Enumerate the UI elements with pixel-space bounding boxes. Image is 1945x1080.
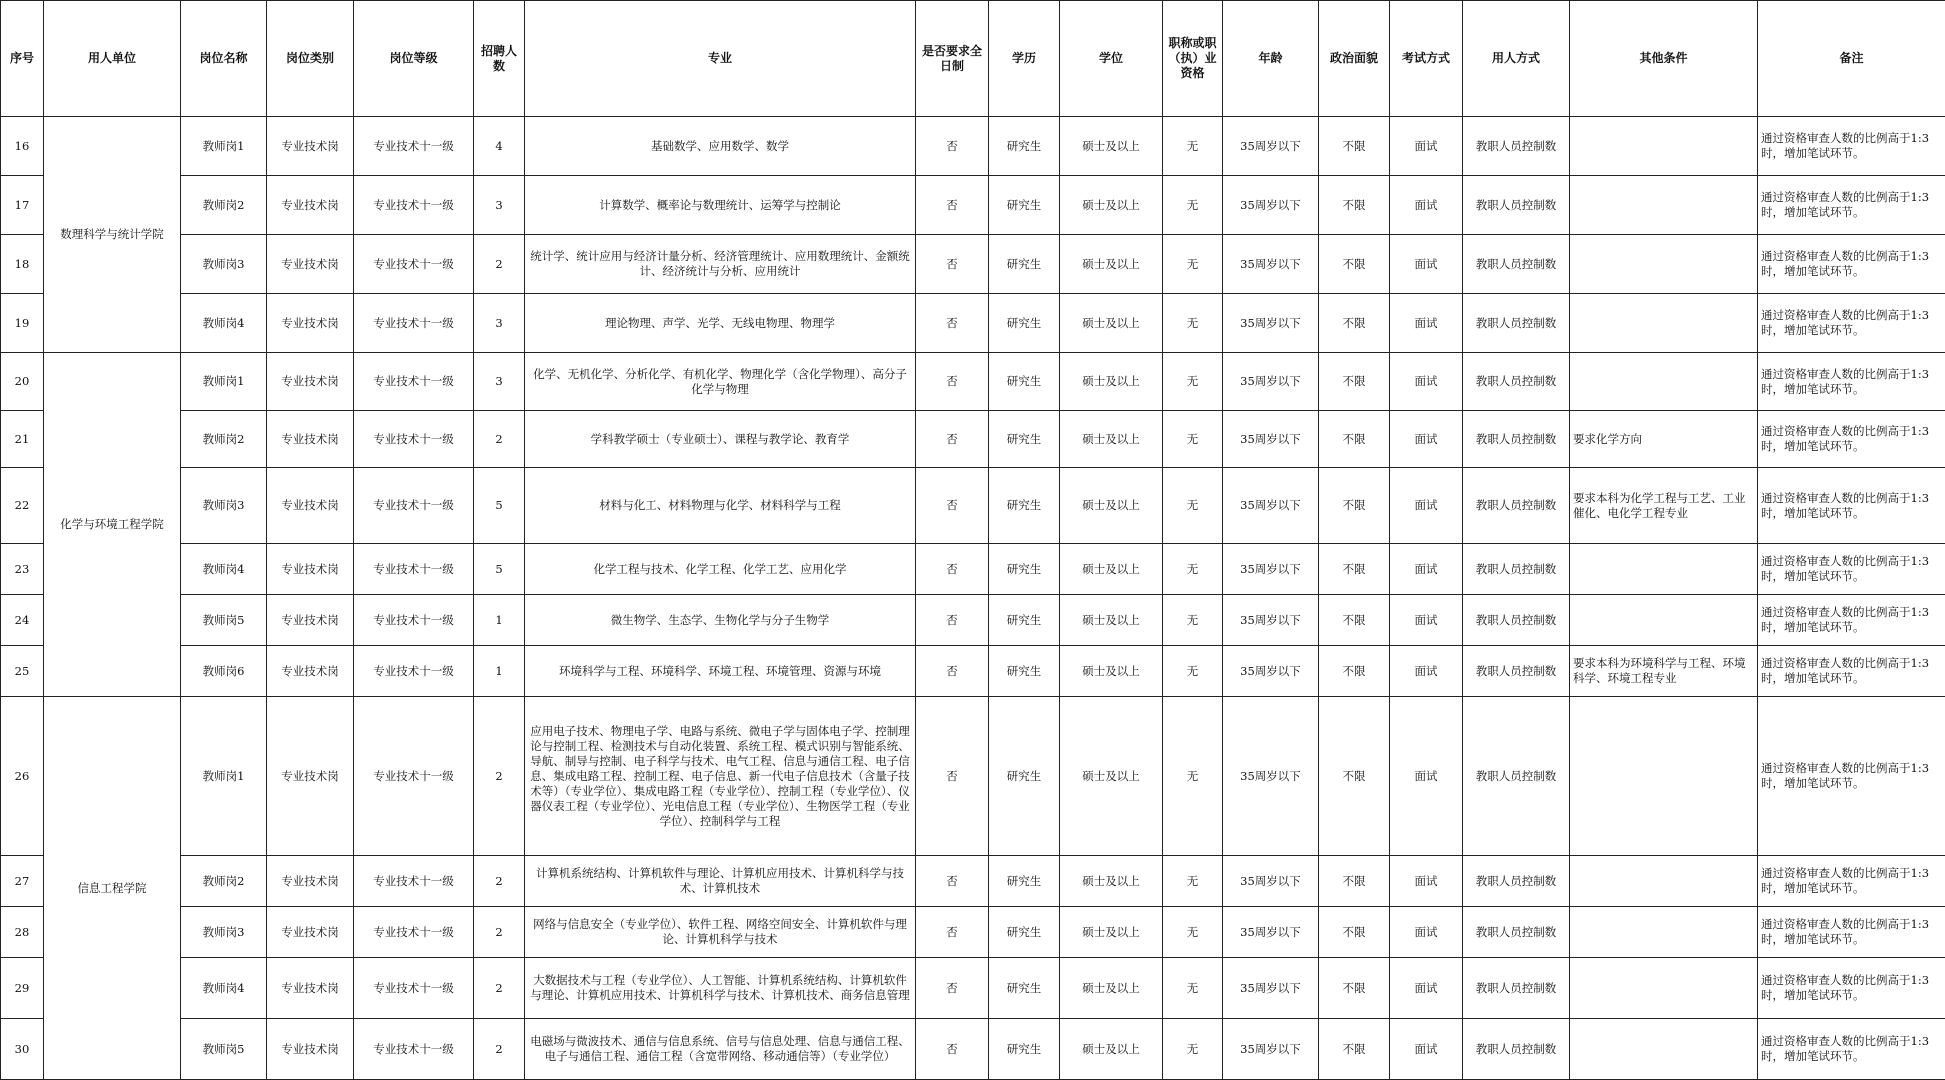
category-cell: 专业技术岗 bbox=[267, 468, 354, 544]
exam-cell: 面试 bbox=[1390, 856, 1463, 907]
category-cell: 专业技术岗 bbox=[267, 595, 354, 646]
exam-cell: 面试 bbox=[1390, 117, 1463, 176]
header-unit: 用人单位 bbox=[44, 1, 181, 117]
education-cell: 研究生 bbox=[989, 856, 1060, 907]
other-cell bbox=[1570, 1019, 1758, 1080]
category-cell: 专业技术岗 bbox=[267, 958, 354, 1019]
remark-cell: 通过资格审查人数的比例高于1:3时，增加笔试环节。 bbox=[1758, 411, 1945, 468]
major-cell: 材料与化工、材料物理与化学、材料科学与工程 bbox=[525, 468, 916, 544]
title-cell: 无 bbox=[1163, 856, 1223, 907]
exam-cell: 面试 bbox=[1390, 468, 1463, 544]
education-cell: 研究生 bbox=[989, 235, 1060, 294]
employ-cell: 教职人员控制数 bbox=[1463, 117, 1570, 176]
employ-cell: 教职人员控制数 bbox=[1463, 856, 1570, 907]
remark-cell: 通过资格审查人数的比例高于1:3时，增加笔试环节。 bbox=[1758, 468, 1945, 544]
degree-cell: 硕士及以上 bbox=[1060, 176, 1163, 235]
degree-cell: 硕士及以上 bbox=[1060, 235, 1163, 294]
degree-cell: 硕士及以上 bbox=[1060, 646, 1163, 697]
other-cell bbox=[1570, 353, 1758, 411]
level-cell: 专业技术十一级 bbox=[354, 958, 474, 1019]
category-cell: 专业技术岗 bbox=[267, 235, 354, 294]
age-cell: 35周岁以下 bbox=[1223, 544, 1319, 595]
remark-cell: 通过资格审查人数的比例高于1:3时，增加笔试环节。 bbox=[1758, 1019, 1945, 1080]
exam-cell: 面试 bbox=[1390, 411, 1463, 468]
post-cell: 教师岗2 bbox=[181, 176, 267, 235]
age-cell: 35周岁以下 bbox=[1223, 907, 1319, 958]
post-cell: 教师岗1 bbox=[181, 697, 267, 856]
other-cell bbox=[1570, 176, 1758, 235]
political-cell: 不限 bbox=[1319, 235, 1390, 294]
level-cell: 专业技术十一级 bbox=[354, 235, 474, 294]
fulltime-cell: 否 bbox=[916, 958, 989, 1019]
political-cell: 不限 bbox=[1319, 468, 1390, 544]
title-cell: 无 bbox=[1163, 544, 1223, 595]
level-cell: 专业技术十一级 bbox=[354, 697, 474, 856]
degree-cell: 硕士及以上 bbox=[1060, 294, 1163, 353]
table-row bbox=[1, 1019, 1945, 1080]
table-row bbox=[1, 353, 1945, 411]
count-cell: 2 bbox=[474, 697, 525, 856]
political-cell: 不限 bbox=[1319, 1019, 1390, 1080]
no-cell: 24 bbox=[1, 595, 44, 646]
degree-cell: 硕士及以上 bbox=[1060, 958, 1163, 1019]
education-cell: 研究生 bbox=[989, 117, 1060, 176]
level-cell: 专业技术十一级 bbox=[354, 907, 474, 958]
count-cell: 4 bbox=[474, 117, 525, 176]
age-cell: 35周岁以下 bbox=[1223, 176, 1319, 235]
table-row bbox=[1, 411, 1945, 468]
header-no: 序号 bbox=[1, 1, 44, 117]
education-cell: 研究生 bbox=[989, 411, 1060, 468]
education-cell: 研究生 bbox=[989, 646, 1060, 697]
remark-cell: 通过资格审查人数的比例高于1:3时，增加笔试环节。 bbox=[1758, 117, 1945, 176]
header-title: 职称或职（执）业资格 bbox=[1163, 1, 1223, 117]
education-cell: 研究生 bbox=[989, 958, 1060, 1019]
major-cell: 基础数学、应用数学、数学 bbox=[525, 117, 916, 176]
level-cell: 专业技术十一级 bbox=[354, 544, 474, 595]
level-cell: 专业技术十一级 bbox=[354, 468, 474, 544]
education-cell: 研究生 bbox=[989, 468, 1060, 544]
major-cell: 应用电子技术、物理电子学、电路与系统、微电子学与固体电子学、控制理论与控制工程、检测技术与自动化装置、系统工程、模式识别与智能系统、导航、制导与控制、电子科学与技术、电气工程、信息与通信工程、电子信息、集成电路工程、控制工程、电子信息、新一代电子信息技术（含量子技术等）（专业学位）、集成电路工程（专业学位）、控制工程（专业学位）、仪器仪表工程（专业学位）、光电信息工程（专业学位）、生物医学工程（专业学位）、控制科学与工程 bbox=[525, 697, 916, 856]
political-cell: 不限 bbox=[1319, 595, 1390, 646]
header-level: 岗位等级 bbox=[354, 1, 474, 117]
level-cell: 专业技术十一级 bbox=[354, 117, 474, 176]
education-cell: 研究生 bbox=[989, 907, 1060, 958]
level-cell: 专业技术十一级 bbox=[354, 176, 474, 235]
major-cell: 大数据技术与工程（专业学位）、人工智能、计算机系统结构、计算机软件与理论、计算机应用技术、计算机科学与技术、计算机技术、商务信息管理 bbox=[525, 958, 916, 1019]
major-cell: 统计学、统计应用与经济计量分析、经济管理统计、应用数理统计、金额统计、经济统计与分析、应用统计 bbox=[525, 235, 916, 294]
unit-cell: 数理科学与统计学院 bbox=[44, 117, 181, 353]
header-row bbox=[1, 1, 1945, 117]
political-cell: 不限 bbox=[1319, 646, 1390, 697]
table-row bbox=[1, 958, 1945, 1019]
remark-cell: 通过资格审查人数的比例高于1:3时，增加笔试环节。 bbox=[1758, 353, 1945, 411]
header-political: 政治面貌 bbox=[1319, 1, 1390, 117]
no-cell: 28 bbox=[1, 907, 44, 958]
employ-cell: 教职人员控制数 bbox=[1463, 411, 1570, 468]
remark-cell: 通过资格审查人数的比例高于1:3时，增加笔试环节。 bbox=[1758, 856, 1945, 907]
other-cell: 要求本科为环境科学与工程、环境科学、环境工程专业 bbox=[1570, 646, 1758, 697]
other-cell: 要求本科为化学工程与工艺、工业催化、电化学工程专业 bbox=[1570, 468, 1758, 544]
title-cell: 无 bbox=[1163, 958, 1223, 1019]
fulltime-cell: 否 bbox=[916, 353, 989, 411]
exam-cell: 面试 bbox=[1390, 958, 1463, 1019]
count-cell: 2 bbox=[474, 907, 525, 958]
exam-cell: 面试 bbox=[1390, 907, 1463, 958]
category-cell: 专业技术岗 bbox=[267, 907, 354, 958]
other-cell bbox=[1570, 544, 1758, 595]
post-cell: 教师岗1 bbox=[181, 353, 267, 411]
header-other: 其他条件 bbox=[1570, 1, 1758, 117]
remark-cell: 通过资格审查人数的比例高于1:3时，增加笔试环节。 bbox=[1758, 958, 1945, 1019]
count-cell: 2 bbox=[474, 958, 525, 1019]
exam-cell: 面试 bbox=[1390, 176, 1463, 235]
post-cell: 教师岗5 bbox=[181, 1019, 267, 1080]
category-cell: 专业技术岗 bbox=[267, 294, 354, 353]
header-degree: 学位 bbox=[1060, 1, 1163, 117]
political-cell: 不限 bbox=[1319, 353, 1390, 411]
employ-cell: 教职人员控制数 bbox=[1463, 646, 1570, 697]
exam-cell: 面试 bbox=[1390, 294, 1463, 353]
title-cell: 无 bbox=[1163, 411, 1223, 468]
title-cell: 无 bbox=[1163, 595, 1223, 646]
count-cell: 5 bbox=[474, 544, 525, 595]
count-cell: 3 bbox=[474, 176, 525, 235]
no-cell: 29 bbox=[1, 958, 44, 1019]
category-cell: 专业技术岗 bbox=[267, 697, 354, 856]
remark-cell: 通过资格审查人数的比例高于1:3时，增加笔试环节。 bbox=[1758, 595, 1945, 646]
political-cell: 不限 bbox=[1319, 411, 1390, 468]
table-row bbox=[1, 176, 1945, 235]
political-cell: 不限 bbox=[1319, 294, 1390, 353]
header-category: 岗位类别 bbox=[267, 1, 354, 117]
employ-cell: 教职人员控制数 bbox=[1463, 176, 1570, 235]
post-cell: 教师岗3 bbox=[181, 235, 267, 294]
title-cell: 无 bbox=[1163, 353, 1223, 411]
no-cell: 21 bbox=[1, 411, 44, 468]
post-cell: 教师岗4 bbox=[181, 544, 267, 595]
header-major: 专业 bbox=[525, 1, 916, 117]
title-cell: 无 bbox=[1163, 697, 1223, 856]
age-cell: 35周岁以下 bbox=[1223, 697, 1319, 856]
post-cell: 教师岗2 bbox=[181, 856, 267, 907]
political-cell: 不限 bbox=[1319, 697, 1390, 856]
political-cell: 不限 bbox=[1319, 958, 1390, 1019]
employ-cell: 教职人员控制数 bbox=[1463, 294, 1570, 353]
count-cell: 2 bbox=[474, 856, 525, 907]
title-cell: 无 bbox=[1163, 235, 1223, 294]
education-cell: 研究生 bbox=[989, 697, 1060, 856]
remark-cell: 通过资格审查人数的比例高于1:3时，增加笔试环节。 bbox=[1758, 235, 1945, 294]
other-cell bbox=[1570, 294, 1758, 353]
fulltime-cell: 否 bbox=[916, 176, 989, 235]
table-row bbox=[1, 595, 1945, 646]
count-cell: 1 bbox=[474, 646, 525, 697]
table-row bbox=[1, 697, 1945, 856]
degree-cell: 硕士及以上 bbox=[1060, 353, 1163, 411]
count-cell: 3 bbox=[474, 353, 525, 411]
count-cell: 5 bbox=[474, 468, 525, 544]
fulltime-cell: 否 bbox=[916, 856, 989, 907]
degree-cell: 硕士及以上 bbox=[1060, 411, 1163, 468]
category-cell: 专业技术岗 bbox=[267, 646, 354, 697]
major-cell: 电磁场与微波技术、通信与信息系统、信号与信息处理、信息与通信工程、电子与通信工程、通信工程（含宽带网络、移动通信等）（专业学位） bbox=[525, 1019, 916, 1080]
header-exam: 考试方式 bbox=[1390, 1, 1463, 117]
age-cell: 35周岁以下 bbox=[1223, 1019, 1319, 1080]
other-cell bbox=[1570, 958, 1758, 1019]
post-cell: 教师岗1 bbox=[181, 117, 267, 176]
remark-cell: 通过资格审查人数的比例高于1:3时，增加笔试环节。 bbox=[1758, 907, 1945, 958]
degree-cell: 硕士及以上 bbox=[1060, 595, 1163, 646]
exam-cell: 面试 bbox=[1390, 544, 1463, 595]
age-cell: 35周岁以下 bbox=[1223, 595, 1319, 646]
post-cell: 教师岗2 bbox=[181, 411, 267, 468]
degree-cell: 硕士及以上 bbox=[1060, 117, 1163, 176]
title-cell: 无 bbox=[1163, 646, 1223, 697]
education-cell: 研究生 bbox=[989, 294, 1060, 353]
table-row bbox=[1, 646, 1945, 697]
education-cell: 研究生 bbox=[989, 595, 1060, 646]
table-row bbox=[1, 235, 1945, 294]
no-cell: 30 bbox=[1, 1019, 44, 1080]
other-cell: 要求化学方向 bbox=[1570, 411, 1758, 468]
level-cell: 专业技术十一级 bbox=[354, 856, 474, 907]
category-cell: 专业技术岗 bbox=[267, 176, 354, 235]
age-cell: 35周岁以下 bbox=[1223, 235, 1319, 294]
remark-cell: 通过资格审查人数的比例高于1:3时，增加笔试环节。 bbox=[1758, 697, 1945, 856]
header-education: 学历 bbox=[989, 1, 1060, 117]
no-cell: 18 bbox=[1, 235, 44, 294]
exam-cell: 面试 bbox=[1390, 646, 1463, 697]
title-cell: 无 bbox=[1163, 907, 1223, 958]
fulltime-cell: 否 bbox=[916, 294, 989, 353]
table-row bbox=[1, 294, 1945, 353]
header-employ: 用人方式 bbox=[1463, 1, 1570, 117]
remark-cell: 通过资格审查人数的比例高于1:3时，增加笔试环节。 bbox=[1758, 646, 1945, 697]
category-cell: 专业技术岗 bbox=[267, 856, 354, 907]
employ-cell: 教职人员控制数 bbox=[1463, 595, 1570, 646]
level-cell: 专业技术十一级 bbox=[354, 353, 474, 411]
employ-cell: 教职人员控制数 bbox=[1463, 544, 1570, 595]
employ-cell: 教职人员控制数 bbox=[1463, 468, 1570, 544]
age-cell: 35周岁以下 bbox=[1223, 117, 1319, 176]
other-cell bbox=[1570, 235, 1758, 294]
post-cell: 教师岗3 bbox=[181, 907, 267, 958]
remark-cell: 通过资格审查人数的比例高于1:3时，增加笔试环节。 bbox=[1758, 176, 1945, 235]
exam-cell: 面试 bbox=[1390, 1019, 1463, 1080]
major-cell: 微生物学、生态学、生物化学与分子生物学 bbox=[525, 595, 916, 646]
post-cell: 教师岗6 bbox=[181, 646, 267, 697]
major-cell: 环境科学与工程、环境科学、环境工程、环境管理、资源与环境 bbox=[525, 646, 916, 697]
age-cell: 35周岁以下 bbox=[1223, 646, 1319, 697]
post-cell: 教师岗4 bbox=[181, 958, 267, 1019]
unit-cell: 化学与环境工程学院 bbox=[44, 353, 181, 697]
major-cell: 网络与信息安全（专业学位）、软件工程、网络空间安全、计算机软件与理论、计算机科学与技术 bbox=[525, 907, 916, 958]
employ-cell: 教职人员控制数 bbox=[1463, 353, 1570, 411]
level-cell: 专业技术十一级 bbox=[354, 294, 474, 353]
unit-cell: 信息工程学院 bbox=[44, 697, 181, 1080]
employ-cell: 教职人员控制数 bbox=[1463, 958, 1570, 1019]
degree-cell: 硕士及以上 bbox=[1060, 907, 1163, 958]
table-body bbox=[1, 117, 1945, 1080]
title-cell: 无 bbox=[1163, 294, 1223, 353]
fulltime-cell: 否 bbox=[916, 595, 989, 646]
employ-cell: 教职人员控制数 bbox=[1463, 235, 1570, 294]
degree-cell: 硕士及以上 bbox=[1060, 544, 1163, 595]
political-cell: 不限 bbox=[1319, 907, 1390, 958]
major-cell: 学科教学硕士（专业硕士）、课程与教学论、教育学 bbox=[525, 411, 916, 468]
exam-cell: 面试 bbox=[1390, 697, 1463, 856]
political-cell: 不限 bbox=[1319, 117, 1390, 176]
degree-cell: 硕士及以上 bbox=[1060, 856, 1163, 907]
table-row bbox=[1, 468, 1945, 544]
category-cell: 专业技术岗 bbox=[267, 353, 354, 411]
exam-cell: 面试 bbox=[1390, 595, 1463, 646]
no-cell: 19 bbox=[1, 294, 44, 353]
title-cell: 无 bbox=[1163, 1019, 1223, 1080]
major-cell: 理论物理、声学、光学、无线电物理、物理学 bbox=[525, 294, 916, 353]
count-cell: 2 bbox=[474, 411, 525, 468]
category-cell: 专业技术岗 bbox=[267, 1019, 354, 1080]
other-cell bbox=[1570, 856, 1758, 907]
no-cell: 25 bbox=[1, 646, 44, 697]
fulltime-cell: 否 bbox=[916, 907, 989, 958]
category-cell: 专业技术岗 bbox=[267, 544, 354, 595]
remark-cell: 通过资格审查人数的比例高于1:3时，增加笔试环节。 bbox=[1758, 294, 1945, 353]
header-age: 年龄 bbox=[1223, 1, 1319, 117]
count-cell: 2 bbox=[474, 1019, 525, 1080]
no-cell: 26 bbox=[1, 697, 44, 856]
title-cell: 无 bbox=[1163, 117, 1223, 176]
category-cell: 专业技术岗 bbox=[267, 411, 354, 468]
exam-cell: 面试 bbox=[1390, 235, 1463, 294]
count-cell: 1 bbox=[474, 595, 525, 646]
major-cell: 化学工程与技术、化学工程、化学工艺、应用化学 bbox=[525, 544, 916, 595]
fulltime-cell: 否 bbox=[916, 646, 989, 697]
header-remark: 备注 bbox=[1758, 1, 1945, 117]
exam-cell: 面试 bbox=[1390, 353, 1463, 411]
fulltime-cell: 否 bbox=[916, 1019, 989, 1080]
employ-cell: 教职人员控制数 bbox=[1463, 907, 1570, 958]
other-cell bbox=[1570, 595, 1758, 646]
other-cell bbox=[1570, 117, 1758, 176]
title-cell: 无 bbox=[1163, 468, 1223, 544]
table-row bbox=[1, 907, 1945, 958]
header-post: 岗位名称 bbox=[181, 1, 267, 117]
degree-cell: 硕士及以上 bbox=[1060, 1019, 1163, 1080]
age-cell: 35周岁以下 bbox=[1223, 856, 1319, 907]
category-cell: 专业技术岗 bbox=[267, 117, 354, 176]
age-cell: 35周岁以下 bbox=[1223, 353, 1319, 411]
post-cell: 教师岗5 bbox=[181, 595, 267, 646]
fulltime-cell: 否 bbox=[916, 697, 989, 856]
fulltime-cell: 否 bbox=[916, 235, 989, 294]
age-cell: 35周岁以下 bbox=[1223, 468, 1319, 544]
post-cell: 教师岗4 bbox=[181, 294, 267, 353]
employ-cell: 教职人员控制数 bbox=[1463, 1019, 1570, 1080]
no-cell: 27 bbox=[1, 856, 44, 907]
age-cell: 35周岁以下 bbox=[1223, 411, 1319, 468]
major-cell: 计算数学、概率论与数理统计、运筹学与控制论 bbox=[525, 176, 916, 235]
age-cell: 35周岁以下 bbox=[1223, 958, 1319, 1019]
level-cell: 专业技术十一级 bbox=[354, 411, 474, 468]
fulltime-cell: 否 bbox=[916, 544, 989, 595]
education-cell: 研究生 bbox=[989, 1019, 1060, 1080]
fulltime-cell: 否 bbox=[916, 468, 989, 544]
header-fulltime: 是否要求全日制 bbox=[916, 1, 989, 117]
table-row bbox=[1, 117, 1945, 176]
fulltime-cell: 否 bbox=[916, 117, 989, 176]
political-cell: 不限 bbox=[1319, 544, 1390, 595]
no-cell: 17 bbox=[1, 176, 44, 235]
major-cell: 化学、无机化学、分析化学、有机化学、物理化学（含化学物理）、高分子化学与物理 bbox=[525, 353, 916, 411]
political-cell: 不限 bbox=[1319, 176, 1390, 235]
table-row bbox=[1, 544, 1945, 595]
no-cell: 23 bbox=[1, 544, 44, 595]
political-cell: 不限 bbox=[1319, 856, 1390, 907]
other-cell bbox=[1570, 697, 1758, 856]
no-cell: 20 bbox=[1, 353, 44, 411]
count-cell: 3 bbox=[474, 294, 525, 353]
count-cell: 2 bbox=[474, 235, 525, 294]
level-cell: 专业技术十一级 bbox=[354, 595, 474, 646]
degree-cell: 硕士及以上 bbox=[1060, 468, 1163, 544]
education-cell: 研究生 bbox=[989, 176, 1060, 235]
no-cell: 22 bbox=[1, 468, 44, 544]
education-cell: 研究生 bbox=[989, 544, 1060, 595]
fulltime-cell: 否 bbox=[916, 411, 989, 468]
degree-cell: 硕士及以上 bbox=[1060, 697, 1163, 856]
post-cell: 教师岗3 bbox=[181, 468, 267, 544]
title-cell: 无 bbox=[1163, 176, 1223, 235]
level-cell: 专业技术十一级 bbox=[354, 646, 474, 697]
level-cell: 专业技术十一级 bbox=[354, 1019, 474, 1080]
other-cell bbox=[1570, 907, 1758, 958]
education-cell: 研究生 bbox=[989, 353, 1060, 411]
major-cell: 计算机系统结构、计算机软件与理论、计算机应用技术、计算机科学与技术、计算机技术 bbox=[525, 856, 916, 907]
employ-cell: 教职人员控制数 bbox=[1463, 697, 1570, 856]
table-row bbox=[1, 856, 1945, 907]
header-count: 招聘人数 bbox=[474, 1, 525, 117]
no-cell: 16 bbox=[1, 117, 44, 176]
age-cell: 35周岁以下 bbox=[1223, 294, 1319, 353]
remark-cell: 通过资格审查人数的比例高于1:3时，增加笔试环节。 bbox=[1758, 544, 1945, 595]
